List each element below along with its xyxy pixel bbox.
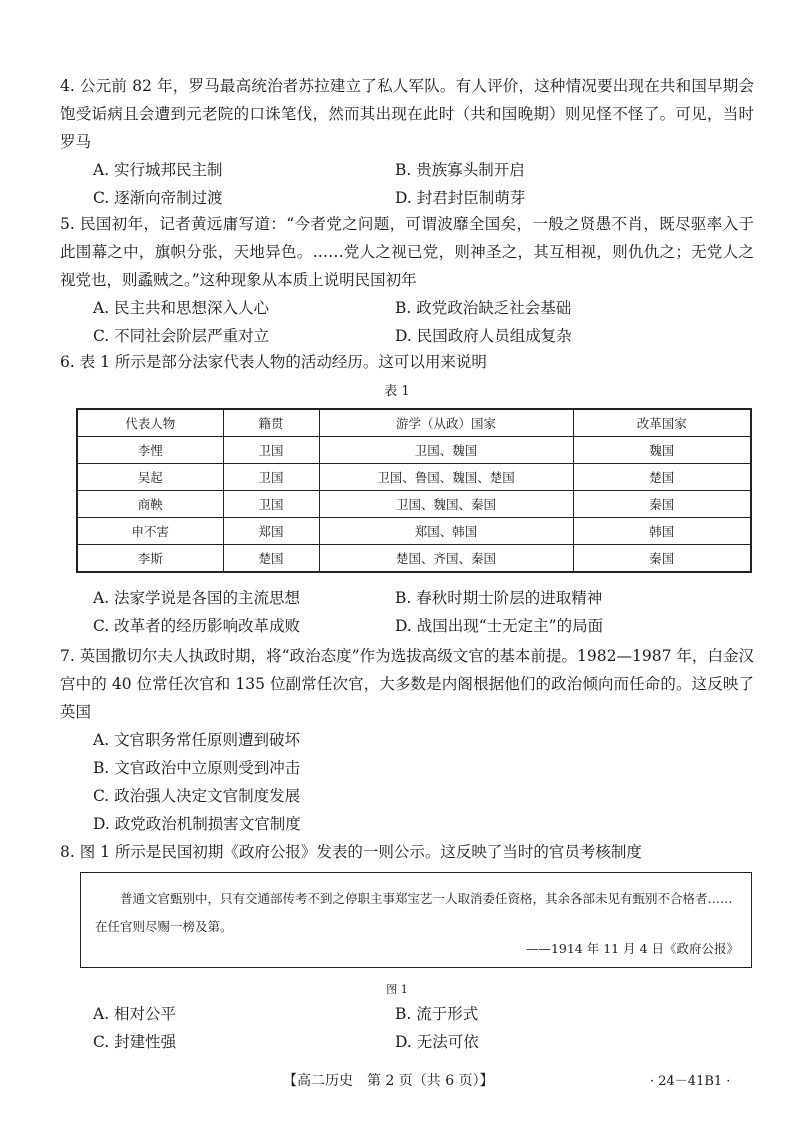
table-cell: 卫国 xyxy=(223,464,319,491)
question-7-stem: 7. 英国撒切尔夫人执政时期，将“政治态度”作为选拔高级文官的基本前提。1982—1987 年，白金汉宫中的 40 位常任次官和 135 位副常任次官，大多数是内阁根据他们的政治倾向而任命的。这反映了英国 xyxy=(60,647,754,721)
table-header-cell: 代表人物 xyxy=(77,409,223,437)
table-cell: 吴起 xyxy=(77,464,223,491)
figure-caption: 图 1 xyxy=(386,983,408,996)
question-7-options xyxy=(93,726,754,838)
question-5-options xyxy=(93,294,754,350)
option-c[interactable]: C. 不同社会阶层严重对立 xyxy=(93,327,270,345)
table-cell: 卫国 xyxy=(223,437,319,464)
option-a[interactable]: A. 相对公平 xyxy=(93,1005,177,1023)
option-c[interactable]: C. 政治强人决定文官制度发展 xyxy=(93,787,301,805)
option-d[interactable]: D. 民国政府人员组成复杂 xyxy=(395,327,572,345)
table-cell: 郑国 xyxy=(223,518,319,545)
table-row xyxy=(77,518,751,545)
option-d[interactable]: D. 战国出现“士无定主”的局面 xyxy=(395,617,604,635)
table-cell: 郑国、韩国 xyxy=(319,518,573,545)
question-8-options-wrap xyxy=(60,1000,754,1056)
option-b[interactable]: B. 政党政治缺乏社会基础 xyxy=(395,299,572,317)
question-5 xyxy=(60,210,754,350)
table-cell: 韩国 xyxy=(573,518,751,545)
question-7 xyxy=(60,642,754,838)
table-row xyxy=(77,464,751,491)
table-header-cell: 游学（从政）国家 xyxy=(319,409,573,437)
table-cell: 李斯 xyxy=(77,545,223,573)
question-4-options xyxy=(93,156,754,212)
figure-1-source: ——1914 年 11 月 4 日《政府公报》 xyxy=(525,941,739,956)
figure-1-text: 普通文官甄别中，只有交通部传考不到之停职主事郑宝艺一人取消委任资格，其余各部未见有甄别不合格者……在任官则尽赐一榜及第。 xyxy=(95,891,733,934)
table-1 xyxy=(76,408,752,573)
option-a[interactable]: A. 法家学说是各国的主流思想 xyxy=(93,589,301,607)
table-cell: 秦国 xyxy=(573,545,751,573)
exam-code: · 24－41B1 · xyxy=(650,1074,731,1089)
option-b[interactable]: B. 贵族寡头制开启 xyxy=(395,161,525,179)
option-d[interactable]: D. 封君封臣制萌芽 xyxy=(395,189,526,207)
option-d[interactable]: D. 政党政治机制损害文官制度 xyxy=(93,815,301,833)
question-5-stem: 5. 民国初年，记者黄远庸写道：“今者党之问题，可谓波靡全国矣，一般之贤愚不肖，既尽驱率入于此围幕之中，旗帜分张，天地异色。……党人之视已党，则神圣之，其互相视，则仇仇之；无党人之视党也，则蟊贼之。”这种现象从本质上说明民国初年 xyxy=(60,215,754,289)
question-6-options-wrap xyxy=(60,584,754,640)
option-c[interactable]: C. 改革者的经历影响改革成败 xyxy=(93,617,301,635)
table-cell: 卫国、鲁国、魏国、楚国 xyxy=(319,464,573,491)
question-4-stem: 4. 公元前 82 年，罗马最高统治者苏拉建立了私人军队。有人评价，这种情况要出现在共和国早期会饱受诟病且会遭到元老院的口诛笔伐，然而其出现在此时（共和国晚期）则见怪不怪了。可见，当时罗马 xyxy=(60,77,754,151)
table-cell: 卫国、魏国 xyxy=(319,437,573,464)
table-cell: 申不害 xyxy=(77,518,223,545)
table-header-cell: 改革国家 xyxy=(573,409,751,437)
table-cell: 商鞅 xyxy=(77,491,223,518)
table-cell: 卫国 xyxy=(223,491,319,518)
option-b[interactable]: B. 文官政治中立原则受到冲击 xyxy=(93,759,301,777)
question-8-options xyxy=(93,1000,754,1056)
option-c[interactable]: C. 封建性强 xyxy=(93,1033,177,1051)
option-a[interactable]: A. 文官职务常任原则遭到破坏 xyxy=(93,731,301,749)
table-header-row xyxy=(77,409,751,437)
option-d[interactable]: D. 无法可依 xyxy=(395,1033,479,1051)
table-caption: 表 1 xyxy=(384,384,410,399)
table-row xyxy=(77,437,751,464)
question-8-stem: 8. 图 1 所示是民国初期《政府公报》发表的一则公示。这反映了当时的官员考核制度 xyxy=(60,843,642,861)
question-4 xyxy=(60,72,754,212)
table-row xyxy=(77,491,751,518)
table-cell: 秦国 xyxy=(573,491,751,518)
table-cell: 楚国 xyxy=(223,545,319,573)
question-6 xyxy=(60,348,754,376)
question-6-options xyxy=(93,584,754,640)
option-b[interactable]: B. 春秋时期士阶层的进取精神 xyxy=(395,589,603,607)
option-c[interactable]: C. 逐渐向帝制过渡 xyxy=(93,189,223,207)
option-b[interactable]: B. 流于形式 xyxy=(395,1005,479,1023)
table-header-cell: 籍贯 xyxy=(223,409,319,437)
table-cell: 楚国、齐国、秦国 xyxy=(319,545,573,573)
page-footer: 【高二历史 第 2 页（共 6 页）】 xyxy=(283,1073,494,1089)
figure-1-box xyxy=(80,872,752,968)
question-6-stem: 6. 表 1 所示是部分法家代表人物的活动经历。这可以用来说明 xyxy=(60,353,487,371)
option-a[interactable]: A. 民主共和思想深入人心 xyxy=(93,299,270,317)
table-cell: 李悝 xyxy=(77,437,223,464)
option-a[interactable]: A. 实行城邦民主制 xyxy=(93,161,223,179)
table-cell: 魏国 xyxy=(573,437,751,464)
question-8 xyxy=(60,838,754,866)
table-cell: 卫国、魏国、秦国 xyxy=(319,491,573,518)
table-row xyxy=(77,545,751,573)
table-cell: 楚国 xyxy=(573,464,751,491)
